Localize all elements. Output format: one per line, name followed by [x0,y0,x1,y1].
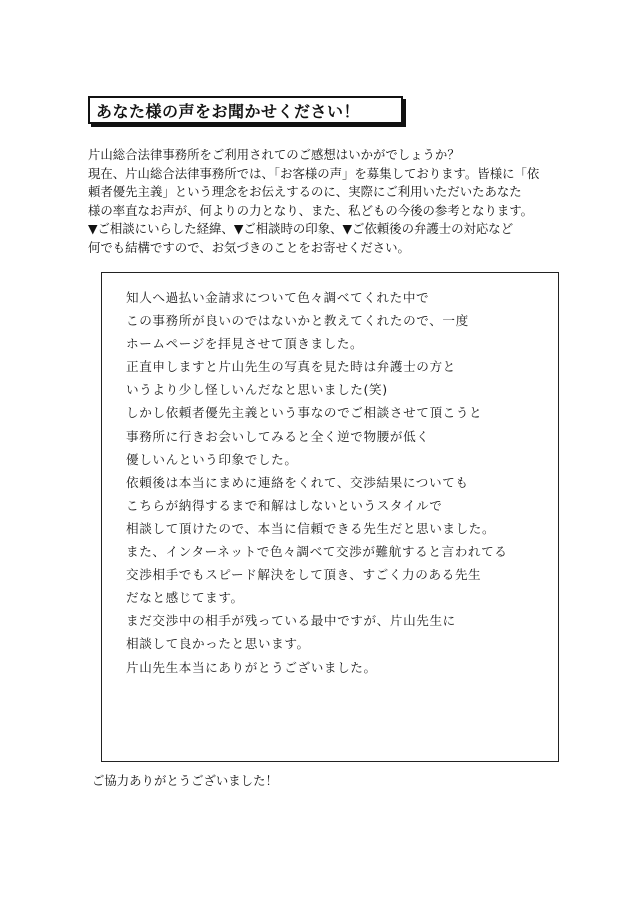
handwritten-line: 相談して頂けたので、本当に信頼できる先生だと思いました。 [126,520,496,536]
handwritten-line: ホームページを拝見させて頂きました。 [126,336,364,352]
intro-line: 現在、片山総合法律事務所では、「お客様の声」を募集しております。皆様に「依 [88,165,540,181]
heading-box [88,96,403,124]
intro-line: 片山総合法律事務所をご利用されてのご感想はいかがでしょうか？ [88,147,460,162]
intro-line: 何でも結構ですので、お気づきのことをお寄せください。 [88,239,410,255]
handwritten-line: 事務所に行きお会いしてみると全く逆で物腰が低く [126,428,430,444]
intro-line: 様の率直なお声が、何よりの力となり、また、私どもの今後の参考となります。 [88,202,534,218]
handwritten-line: こちらが納得するまで和解はしないというスタイルで [126,497,443,513]
handwritten-line: この事務所が良いのではないかと教えてくれたので、一度 [126,313,469,329]
handwritten-line: 知人へ過払い金請求について色々調べてくれた中で [126,290,430,305]
intro-line: ▼ご相談にいらした経緯、▼ご相談時の印象、▼ご依頼後の弁護士の対応など [88,221,514,237]
handwritten-line: だなと感じてます。 [126,590,244,606]
intro-paragraph [88,146,558,258]
page-title: あなた様の声をお聞かせください！ [96,101,361,121]
handwritten-line: しかし依頼者優先主義という事なのでご相談させて頂こうと [126,405,483,421]
handwritten-line: 片山先生本当にありがとうございました。 [126,659,377,675]
closing-message: ご協力ありがとうございました！ [92,773,278,788]
handwritten-line: 正直申しますと片山先生の写真を見た時は弁護士の方と [126,359,456,375]
handwritten-line: 相談して良かったと思います。 [126,636,310,652]
handwritten-line: いうより少し怪しいんだなと思いました(笑) [126,382,388,398]
handwritten-letter-text [126,286,551,679]
intro-line: 頼者優先主義」という理念をお伝えするのに、実際にご利用いただいたあなた [88,184,522,200]
handwritten-line: 依頼後は本当にまめに連絡をくれて、交渉結果についても [126,474,469,490]
handwritten-line: 交渉相手でもスピード解決をして頂き、すごく力のある先生 [126,567,482,583]
handwritten-line: また、インターネットで色々調べて交渉が難航すると言われてる [126,544,508,560]
handwritten-line: まだ交渉中の相手が残っている最中ですが、片山先生に [126,613,456,629]
handwritten-line: 優しいんという印象でした。 [126,451,298,467]
